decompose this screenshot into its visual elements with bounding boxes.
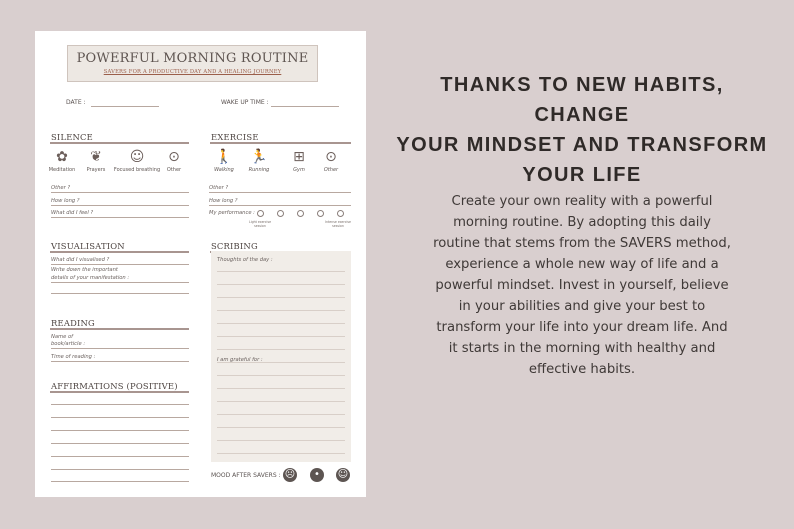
prayers-icon: ❦ <box>90 149 102 165</box>
manifestation-field-1[interactable] <box>51 282 189 283</box>
affirmation-line[interactable] <box>51 469 189 470</box>
grateful-line[interactable] <box>217 427 345 428</box>
wake-up-label: WAKE UP TIME : <box>221 99 269 106</box>
headline-line-3: YOUR LIFE <box>522 164 642 186</box>
prayers-option[interactable] <box>81 149 111 173</box>
visualised-prompt: What did I visualised ? <box>51 257 110 263</box>
reading-time-prompt: Time of reading : <box>51 354 96 360</box>
visualisation-rule <box>50 251 189 253</box>
exercise-other-field[interactable] <box>209 192 351 193</box>
silence-how-long-field[interactable] <box>51 205 189 206</box>
manifestation-field-2[interactable] <box>51 293 189 294</box>
thoughts-line[interactable] <box>217 284 345 285</box>
performance-label: My performance : <box>209 210 255 216</box>
book-prompt-1: Name of <box>51 334 73 340</box>
affirmation-line[interactable] <box>51 417 189 418</box>
other-icon: ⊙ <box>325 149 337 165</box>
visualisation-heading: VISUALISATION <box>51 241 125 251</box>
mood-label: MOOD AFTER SAVERS : <box>211 472 281 479</box>
exercise-heading: EXERCISE <box>211 132 259 142</box>
affirmation-line[interactable] <box>51 404 189 405</box>
silence-feel-field[interactable] <box>51 217 189 218</box>
grateful-line[interactable] <box>217 440 345 441</box>
thoughts-line[interactable] <box>217 336 345 337</box>
grateful-prompt: I am grateful for : <box>217 357 263 363</box>
exercise-other-option[interactable] <box>318 149 344 173</box>
grateful-line[interactable] <box>217 453 345 454</box>
visualised-field[interactable] <box>51 264 189 265</box>
thoughts-line[interactable] <box>217 297 345 298</box>
walking-icon: 🚶 <box>215 149 233 165</box>
grateful-line[interactable] <box>217 414 345 415</box>
gym-label: Gym <box>293 167 305 173</box>
affirmation-line[interactable] <box>51 481 189 482</box>
running-option[interactable] <box>246 149 272 173</box>
gym-icon: ⊞ <box>293 149 305 165</box>
silence-rule <box>50 142 189 144</box>
focused-breathing-option[interactable] <box>113 149 161 173</box>
focused-breathing-label: Focused breathing <box>113 167 161 173</box>
thoughts-line[interactable] <box>217 323 345 324</box>
meditation-option[interactable] <box>47 149 77 173</box>
grateful-line[interactable] <box>217 388 345 389</box>
reading-heading: READING <box>51 318 95 328</box>
gym-option[interactable] <box>286 149 312 173</box>
promo-headline <box>390 70 774 190</box>
reading-rule <box>50 328 189 330</box>
manifestation-prompt-1: Write down the important <box>51 267 118 273</box>
affirmation-line[interactable] <box>51 456 189 457</box>
exercise-how-long-field[interactable] <box>209 205 351 206</box>
scribing-heading: SCRIBING <box>211 241 258 251</box>
silence-heading: SILENCE <box>51 132 93 142</box>
date-field[interactable] <box>91 106 159 107</box>
other-icon: ⊙ <box>168 149 180 165</box>
exercise-how-long-prompt: How long ? <box>209 198 238 204</box>
reading-time-field[interactable] <box>51 361 189 362</box>
silence-other-field[interactable] <box>51 192 189 193</box>
performance-rating-2[interactable] <box>277 210 284 217</box>
date-label: DATE : <box>66 99 86 106</box>
walking-label: Walking <box>214 167 234 173</box>
thoughts-line[interactable] <box>217 271 345 272</box>
silence-other-option[interactable] <box>162 149 186 173</box>
exercise-other-prompt: Other ? <box>209 185 229 191</box>
sad-face-icon[interactable]: ☹ <box>284 469 296 480</box>
happy-face-icon[interactable]: ☺ <box>337 469 349 480</box>
promo-panel <box>390 70 774 377</box>
promo-body: Create your own reality with a powerful morning routine. By adopting this daily routine that stems from the SAVERS method, experience a whole new way of life and a powerful mindset. Invest in yourself, believe in your abilities and give your best to transform your life into your dream life. And it starts in the morning with healthy and effective habits. <box>433 194 731 377</box>
meditation-icon: ✿ <box>56 149 68 165</box>
book-field[interactable] <box>51 348 189 349</box>
silence-other-prompt: Other ? <box>51 185 71 191</box>
affirmations-rule <box>50 391 189 393</box>
silence-feel-prompt: What did I feel ? <box>51 210 94 216</box>
thoughts-line[interactable] <box>217 310 345 311</box>
scale-low-caption: Light exercise session <box>248 220 272 228</box>
affirmation-line[interactable] <box>51 443 189 444</box>
sheet-header <box>67 45 318 82</box>
sheet-subtitle: SAVERS FOR A PRODUCTIVE DAY AND A HEALING JOURNEY <box>103 69 282 75</box>
exercise-other-label: Other <box>323 167 339 173</box>
thoughts-line[interactable] <box>217 349 345 350</box>
wake-up-field[interactable] <box>271 106 339 107</box>
performance-rating-4[interactable] <box>317 210 324 217</box>
affirmation-line[interactable] <box>51 430 189 431</box>
headline-line-1: THANKS TO NEW HABITS, CHANGE <box>440 74 724 126</box>
scribing-box[interactable] <box>211 251 351 462</box>
walking-option[interactable] <box>211 149 237 173</box>
thoughts-line[interactable] <box>217 375 345 376</box>
planner-sheet <box>35 31 366 497</box>
manifestation-prompt-2: details of your manifestation : <box>51 275 130 281</box>
scale-high-caption: Intense exercise session <box>325 220 351 228</box>
performance-rating-3[interactable] <box>297 210 304 217</box>
prayers-label: Prayers <box>86 167 106 173</box>
running-label: Running <box>248 167 270 173</box>
neutral-face-icon[interactable]: • <box>310 468 324 482</box>
performance-rating-1[interactable] <box>257 210 264 217</box>
silence-how-long-prompt: How long ? <box>51 198 80 204</box>
affirmations-heading: AFFIRMATIONS (POSITIVE) <box>51 381 178 391</box>
silence-other-label: Other <box>166 167 182 173</box>
thoughts-prompt: Thoughts of the day : <box>217 257 273 263</box>
meditation-label: Meditation <box>48 167 76 173</box>
performance-rating-5[interactable] <box>337 210 344 217</box>
headline-line-2: YOUR MINDSET AND TRANSFORM <box>396 134 768 156</box>
exercise-rule <box>210 142 351 144</box>
grateful-line[interactable] <box>217 401 345 402</box>
running-icon: 🏃 <box>250 149 268 165</box>
book-prompt-2: book/article : <box>51 341 86 347</box>
focused-breathing-icon: ☺ <box>129 149 145 165</box>
sheet-title: POWERFUL MORNING ROUTINE <box>76 51 309 66</box>
